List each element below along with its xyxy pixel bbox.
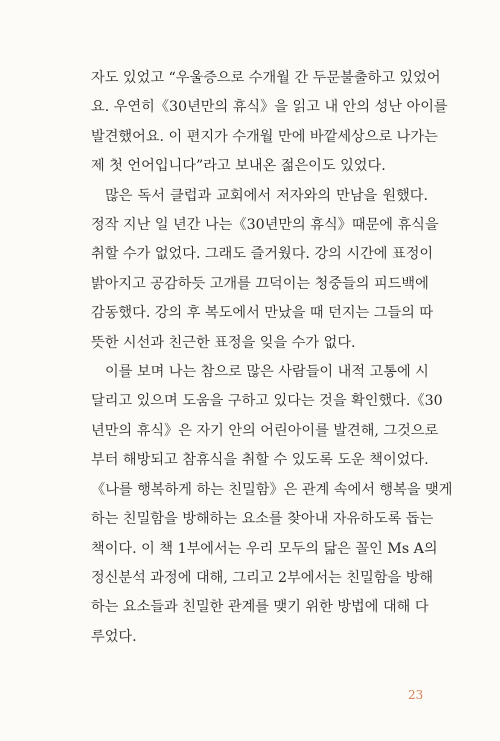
page-number: 23 <box>408 688 424 702</box>
text-line: 책이다. 이 책 1부에서는 우리 모두의 닮은 꼴인 Ms A의 <box>91 540 438 557</box>
text-line: 취할 수가 없었다. 그래도 즐거웠다. 강의 시간에 표정이 <box>91 246 434 263</box>
text-line: 밝아지고 공감하듯 고개를 끄덕이는 청중들의 피드백에 <box>91 275 429 292</box>
text-line: 이를 보며 나는 참으로 많은 사람들이 내적 고통에 시 <box>105 364 429 381</box>
text-line: 루었다. <box>91 628 137 645</box>
text-line: 발견했어요. 이 편지가 수개월 만에 바깥세상으로 나가는 <box>91 128 438 145</box>
text-line: 제 첫 언어입니다”라고 보내온 젊은이도 있었다. <box>91 158 386 175</box>
text-line: 하는 요소들과 친밀한 관계를 맺기 위한 방법에 대해 다 <box>91 599 429 616</box>
page-body <box>91 64 453 652</box>
text-line: 많은 독서 클럽과 교회에서 저자와의 만남을 원했다. <box>105 187 428 204</box>
text-line: 년만의 휴식》은 자기 안의 어린아이를 발견해, 그것으로 <box>91 422 439 439</box>
text-line: 달리고 있으며 도움을 구하고 있다는 것을 확인했다.《30 <box>91 393 443 410</box>
text-line: 자도 있었고 “우울증으로 수개월 간 두문불출하고 있었어 <box>91 70 441 86</box>
text-line: 정신분석 과정에 대해, 그리고 2부에서는 친밀함을 방해 <box>91 569 434 586</box>
paragraph-2 <box>91 182 439 358</box>
paragraph-1 <box>91 64 448 182</box>
text-line: 정작 지난 일 년간 나는《30년만의 휴식》때문에 휴식을 <box>91 217 439 234</box>
text-line: 부터 해방되고 참휴식을 취할 수 있도록 도운 책이었다. <box>91 452 429 469</box>
text-line: 《나를 행복하게 하는 친밀함》은 관계 속에서 행복을 맺게 <box>91 481 453 498</box>
paragraph-3 <box>91 358 453 652</box>
text-line: 요. 우연히《30년만의 휴식》을 읽고 내 안의 성난 아이를 <box>91 99 448 116</box>
text-line: 하는 친밀함을 방해하는 요소를 찾아내 자유하도록 돕는 <box>91 511 434 528</box>
text-line: 뜻한 시선과 친근한 표정을 잊을 수가 없다. <box>91 334 356 351</box>
text-line: 감동했다. 강의 후 복도에서 만났을 때 던지는 그들의 따 <box>91 305 434 322</box>
